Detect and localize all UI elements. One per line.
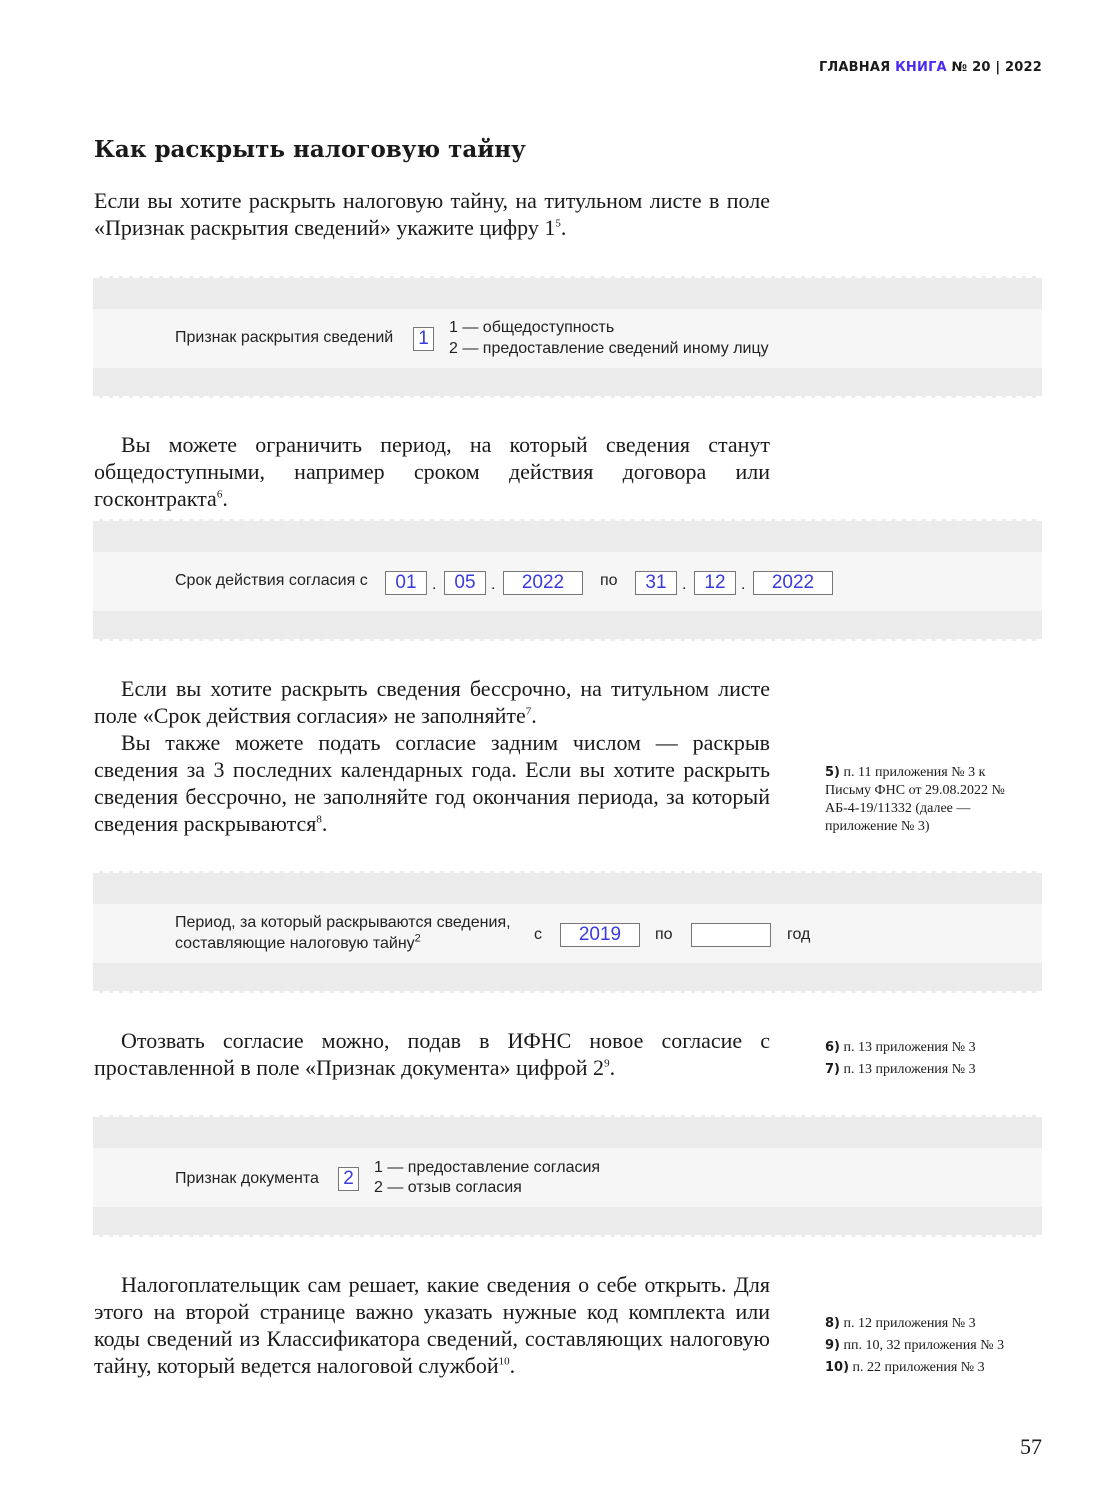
- form-document-sign: [93, 1115, 1042, 1237]
- from-day: 01: [385, 571, 427, 595]
- footnote-9: 9) пп. 10, 32 приложения № 3: [825, 1338, 1005, 1353]
- to-label: по: [600, 572, 618, 589]
- to-year: [691, 923, 771, 947]
- separator: .: [682, 576, 687, 593]
- running-header: [819, 60, 1042, 75]
- field-label: Срок действия согласия с: [175, 572, 368, 589]
- separator: .: [491, 576, 496, 593]
- option-2: 2 — отзыв согласия: [374, 1179, 522, 1196]
- footnote-8: 8) п. 12 приложения № 3: [825, 1316, 976, 1331]
- paragraph-1: Если вы хотите раскрыть налоговую тайну, на титульном листе в поле «Признак раскрытия сведений» укажите цифру $1^5$.: [94, 188, 770, 240]
- from-month: 05: [444, 571, 486, 595]
- paragraph-3: Если вы хотите раскрыть сведения бессрочно, на титульном листе поле «Срок действия согласия» не заполняйте$^7$. Вы также можете подать согласие задним числом — раскрыв сведения за 3 последних календарных года. Если вы хотите раскрыть сведения бессрочно, не заполняйте год окончания периода, за который сведения раскрываются$^8$.: [94, 676, 770, 836]
- footnote-5: 5) п. 11 приложения № 3 к Письму ФНС от 29.08.2022 № АБ-4-19/11332 (далее — приложение № 3): [825, 765, 1005, 834]
- footnote-10: 10) п. 22 приложения № 3: [825, 1360, 985, 1375]
- to-year: 2022: [753, 571, 833, 595]
- from-year: 2022: [503, 571, 583, 595]
- section-title: Как раскрыть налоговую тайну: [94, 136, 526, 163]
- paragraph-5: Налогоплательщик сам решает, какие сведения о себе открыть. Для этого на второй странице важно указать нужные код комплекта или коды сведений из Классификатора сведений, составляющих налоговую тайну, который ведется налоговой службой$^{10}$.: [94, 1272, 770, 1378]
- form-disclosure-sign: [93, 276, 1042, 398]
- option-1: 1 — общедоступность: [449, 319, 615, 336]
- to-month: 12: [694, 571, 736, 595]
- separator: .: [432, 576, 437, 593]
- footnote-7: 7) п. 13 приложения № 3: [825, 1062, 976, 1077]
- unit-label: год: [787, 926, 811, 943]
- field-label-line1: Период, за который раскрываются сведения,: [175, 914, 511, 931]
- form-consent-period: [93, 519, 1042, 641]
- field-label-line2: составляющие налоговую тайну: [175, 935, 415, 952]
- brand-name: ГЛАВНАЯ: [818, 60, 891, 75]
- footnote-6: 6) п. 13 приложения № 3: [825, 1040, 976, 1055]
- page-number: 57: [1020, 1434, 1042, 1459]
- paragraph-2: Вы можете ограничить период, на который сведения станут общедоступными, например сроком действия договора или госконтракта$^6$.: [94, 432, 770, 511]
- label-footnote: 2: [414, 932, 421, 945]
- option-2: 2 — предоставление сведений иному лицу: [449, 340, 769, 357]
- to-day: 31: [635, 571, 677, 595]
- document-sign-value: 2: [338, 1167, 359, 1191]
- paragraph-4: Отозвать согласие можно, подав в ИФНС новое согласие с проставленной в поле «Признак документа» цифрой $2^9$.: [94, 1028, 770, 1080]
- issue-number: № 20 | 2022: [951, 60, 1042, 75]
- to-label: по: [655, 926, 673, 943]
- from-label: с: [534, 926, 542, 943]
- form-disclosed-period: [93, 871, 1042, 993]
- brand-accent: КНИГА: [895, 60, 947, 75]
- field-label: Признак документа: [175, 1170, 319, 1187]
- option-1: 1 — предоставление согласия: [374, 1159, 601, 1176]
- field-label: Признак раскрытия сведений: [175, 329, 394, 346]
- separator: .: [741, 576, 746, 593]
- disclosure-sign-value: 1: [413, 327, 434, 351]
- from-year: 2019: [560, 923, 640, 947]
